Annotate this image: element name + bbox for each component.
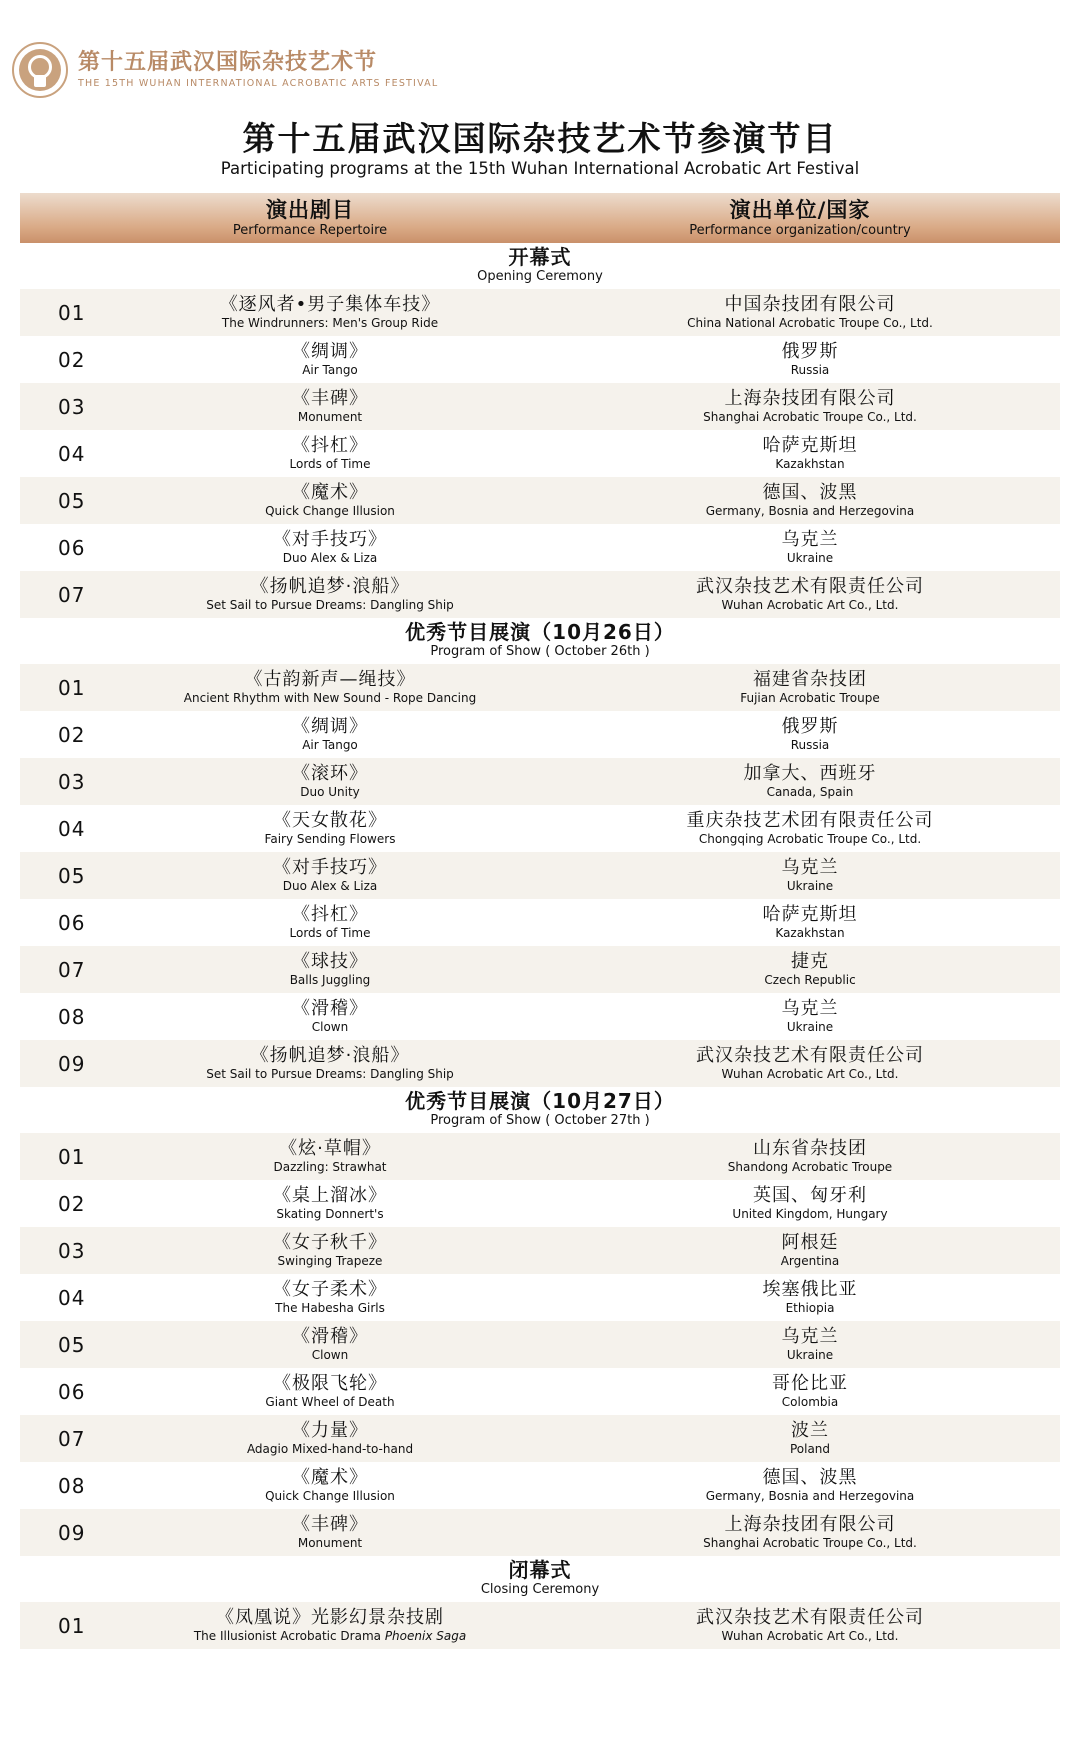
organization-name-cn: 英国、匈牙利 bbox=[753, 1185, 867, 1206]
repertoire-cell bbox=[130, 1372, 530, 1410]
organization-cell bbox=[610, 1231, 1010, 1269]
organization-name-cn: 武汉杂技艺术有限责任公司 bbox=[696, 576, 924, 597]
table-row bbox=[20, 1133, 1060, 1180]
table-row bbox=[20, 993, 1060, 1040]
row-number: 04 bbox=[58, 817, 86, 841]
organization-name-en: Ukraine bbox=[786, 879, 834, 893]
organization-name-cn: 山东省杂技团 bbox=[753, 1138, 867, 1159]
organization-name-en: Chongqing Acrobatic Troupe Co., Ltd. bbox=[698, 832, 922, 846]
repertoire-name-cn: 《凤凰说》光影幻景杂技剧 bbox=[216, 1607, 444, 1628]
organization-name-cn: 乌克兰 bbox=[781, 1326, 839, 1347]
row-number: 05 bbox=[58, 864, 86, 888]
section-title-en: Opening Ceremony bbox=[477, 269, 603, 284]
row-number: 03 bbox=[58, 395, 86, 419]
brand-name-en: THE 15TH WUHAN INTERNATIONAL ACROBATIC ARTS FESTIVAL bbox=[78, 78, 439, 89]
repertoire-cell bbox=[130, 1278, 530, 1316]
repertoire-name-en: Set Sail to Pursue Dreams: Dangling Ship bbox=[206, 1067, 454, 1081]
section-title-cn: 优秀节目展演（10月26日） bbox=[405, 620, 675, 644]
repertoire-name-en: Giant Wheel of Death bbox=[265, 1395, 395, 1409]
organization-name-cn: 波兰 bbox=[791, 1420, 829, 1441]
organization-cell bbox=[610, 434, 1010, 472]
table-row bbox=[20, 1040, 1060, 1087]
repertoire-cell bbox=[130, 1466, 530, 1504]
repertoire-name-cn: 《逐风者•男子集体车技》 bbox=[219, 294, 441, 315]
repertoire-name-cn: 《极限飞轮》 bbox=[273, 1373, 387, 1394]
organization-name-cn: 哥伦比亚 bbox=[772, 1373, 848, 1394]
repertoire-cell bbox=[130, 809, 530, 847]
table-row bbox=[20, 1180, 1060, 1227]
repertoire-name-cn: 《对手技巧》 bbox=[273, 529, 387, 550]
organization-name-en: Canada, Spain bbox=[766, 785, 854, 799]
organization-name-cn: 德国、波黑 bbox=[762, 482, 858, 503]
row-number: 06 bbox=[58, 1380, 86, 1404]
organization-name-en: China National Acrobatic Troupe Co., Ltd. bbox=[687, 316, 933, 330]
organization-name-en: Kazakhstan bbox=[775, 457, 845, 471]
repertoire-name-en: Duo Alex & Liza bbox=[282, 551, 378, 565]
repertoire-cell bbox=[130, 1184, 530, 1222]
column-header-repertoire: 演出剧目 Performance Repertoire bbox=[232, 198, 388, 238]
organization-cell bbox=[610, 1278, 1010, 1316]
organization-name-en: Shanghai Acrobatic Troupe Co., Ltd. bbox=[703, 1536, 917, 1550]
row-number: 02 bbox=[58, 348, 86, 372]
row-number: 06 bbox=[58, 536, 86, 560]
repertoire-name-en: Air Tango bbox=[302, 363, 358, 377]
row-number: 01 bbox=[58, 1614, 86, 1638]
row-number: 03 bbox=[58, 1239, 86, 1263]
organization-name-cn: 俄罗斯 bbox=[781, 716, 839, 737]
organization-cell bbox=[610, 1137, 1010, 1175]
table-row bbox=[20, 1415, 1060, 1462]
row-number: 09 bbox=[58, 1052, 86, 1076]
organization-cell bbox=[610, 762, 1010, 800]
organization-cell bbox=[610, 1044, 1010, 1082]
organization-cell bbox=[610, 387, 1010, 425]
repertoire-cell bbox=[130, 1325, 530, 1363]
row-number: 06 bbox=[58, 911, 86, 935]
brand-name-cn: 第十五届武汉国际杂技艺术节 bbox=[78, 50, 378, 75]
section-heading bbox=[20, 1087, 1060, 1133]
organization-name-en: Ethiopia bbox=[785, 1301, 835, 1315]
table-row bbox=[20, 1274, 1060, 1321]
organization-name-cn: 哈萨克斯坦 bbox=[762, 904, 858, 925]
festival-brand bbox=[12, 40, 438, 100]
organization-name-cn: 俄罗斯 bbox=[781, 341, 839, 362]
row-number: 07 bbox=[58, 958, 86, 982]
organization-cell bbox=[610, 950, 1010, 988]
organization-name-cn: 福建省杂技团 bbox=[753, 669, 867, 690]
repertoire-cell bbox=[130, 997, 530, 1035]
row-number: 08 bbox=[58, 1005, 86, 1029]
repertoire-name-en: The Windrunners: Men's Group Ride bbox=[221, 316, 439, 330]
organization-cell bbox=[610, 856, 1010, 894]
repertoire-name-cn: 《抖杠》 bbox=[292, 904, 368, 925]
section-title-en: Program of Show ( October 26th ) bbox=[430, 644, 650, 659]
table-row bbox=[20, 430, 1060, 477]
repertoire-name-cn: 《滚环》 bbox=[292, 763, 368, 784]
repertoire-name-en: Lords of Time bbox=[289, 457, 371, 471]
repertoire-cell bbox=[130, 856, 530, 894]
table-row bbox=[20, 1462, 1060, 1509]
organization-name-en: Czech Republic bbox=[764, 973, 856, 987]
repertoire-name-en: Lords of Time bbox=[289, 926, 371, 940]
repertoire-name-cn: 《天女散花》 bbox=[273, 810, 387, 831]
repertoire-cell bbox=[130, 1606, 530, 1644]
section-title-en: Program of Show ( October 27th ) bbox=[430, 1113, 650, 1128]
organization-cell bbox=[610, 1184, 1010, 1222]
table-row bbox=[20, 711, 1060, 758]
repertoire-cell bbox=[130, 668, 530, 706]
section-heading bbox=[20, 1556, 1060, 1602]
organization-cell bbox=[610, 340, 1010, 378]
organization-name-en: Ukraine bbox=[786, 1020, 834, 1034]
repertoire-cell bbox=[130, 340, 530, 378]
organization-name-en: Colombia bbox=[781, 1395, 839, 1409]
row-number: 07 bbox=[58, 583, 86, 607]
repertoire-name-en: Ancient Rhythm with New Sound - Rope Dancing bbox=[183, 691, 477, 705]
table-row bbox=[20, 1509, 1060, 1556]
repertoire-cell bbox=[130, 1137, 530, 1175]
organization-cell bbox=[610, 903, 1010, 941]
row-number: 01 bbox=[58, 676, 86, 700]
organization-name-cn: 德国、波黑 bbox=[762, 1467, 858, 1488]
table-row bbox=[20, 1368, 1060, 1415]
repertoire-name-en-italic: Phoenix Saga bbox=[384, 1629, 467, 1643]
repertoire-name-en: Dazzling: Strawhat bbox=[273, 1160, 387, 1174]
organization-cell bbox=[610, 481, 1010, 519]
repertoire-cell bbox=[130, 1513, 530, 1551]
organization-name-en: Russia bbox=[790, 363, 830, 377]
repertoire-cell bbox=[130, 762, 530, 800]
table-row bbox=[20, 1227, 1060, 1274]
repertoire-name-en: Adagio Mixed-hand-to-hand bbox=[246, 1442, 414, 1456]
festival-logo-icon bbox=[12, 42, 68, 98]
repertoire-name-en: The Illusionist Acrobatic Drama bbox=[193, 1629, 385, 1643]
repertoire-name-cn: 《桌上溜冰》 bbox=[273, 1185, 387, 1206]
organization-name-en: United Kingdom, Hungary bbox=[732, 1207, 888, 1221]
organization-cell bbox=[610, 715, 1010, 753]
organization-name-en: Shandong Acrobatic Troupe bbox=[727, 1160, 893, 1174]
organization-name-cn: 中国杂技团有限公司 bbox=[724, 294, 896, 315]
repertoire-name-cn: 《女子秋千》 bbox=[273, 1232, 387, 1253]
organization-cell bbox=[610, 293, 1010, 331]
section-heading bbox=[20, 618, 1060, 664]
repertoire-name-cn: 《丰碑》 bbox=[292, 388, 368, 409]
repertoire-cell bbox=[130, 1044, 530, 1082]
table-row bbox=[20, 664, 1060, 711]
repertoire-name-cn: 《滑稽》 bbox=[292, 1326, 368, 1347]
organization-cell bbox=[610, 1606, 1010, 1644]
row-number: 05 bbox=[58, 1333, 86, 1357]
organization-name-cn: 武汉杂技艺术有限责任公司 bbox=[696, 1607, 924, 1628]
organization-cell bbox=[610, 668, 1010, 706]
repertoire-name-cn: 《炫·草帽》 bbox=[279, 1138, 381, 1159]
organization-name-cn: 乌克兰 bbox=[781, 857, 839, 878]
repertoire-name-en: Swinging Trapeze bbox=[277, 1254, 383, 1268]
repertoire-name-en: Balls Juggling bbox=[289, 973, 371, 987]
repertoire-name-cn: 《对手技巧》 bbox=[273, 857, 387, 878]
program-table bbox=[20, 243, 1060, 1649]
row-number: 08 bbox=[58, 1474, 86, 1498]
row-number: 03 bbox=[58, 770, 86, 794]
repertoire-cell bbox=[130, 715, 530, 753]
row-number: 04 bbox=[58, 1286, 86, 1310]
section-title-cn: 闭幕式 bbox=[508, 1558, 572, 1582]
repertoire-name-en: Quick Change Illusion bbox=[265, 1489, 395, 1503]
page-title: 第十五届武汉国际杂技艺术节参演节目 bbox=[242, 119, 838, 158]
repertoire-name-cn: 《滑稽》 bbox=[292, 998, 368, 1019]
repertoire-name-cn: 《古韵新声—绳技》 bbox=[244, 669, 416, 690]
repertoire-name-en: Duo Alex & Liza bbox=[282, 879, 378, 893]
row-number: 04 bbox=[58, 442, 86, 466]
repertoire-cell bbox=[130, 481, 530, 519]
table-row bbox=[20, 336, 1060, 383]
organization-cell bbox=[610, 997, 1010, 1035]
repertoire-name-en: The Habesha Girls bbox=[275, 1301, 385, 1315]
table-row bbox=[20, 852, 1060, 899]
organization-name-cn: 上海杂技团有限公司 bbox=[724, 1514, 896, 1535]
repertoire-cell bbox=[130, 1419, 530, 1457]
organization-name-en: Russia bbox=[790, 738, 830, 752]
organization-cell bbox=[610, 1466, 1010, 1504]
organization-name-en: Fujian Acrobatic Troupe bbox=[740, 691, 880, 705]
section-heading bbox=[20, 243, 1060, 289]
organization-cell bbox=[610, 1419, 1010, 1457]
repertoire-name-cn: 《绸调》 bbox=[292, 341, 368, 362]
repertoire-name-en: Clown bbox=[311, 1348, 349, 1362]
organization-name-cn: 上海杂技团有限公司 bbox=[724, 388, 896, 409]
repertoire-name-en: Clown bbox=[311, 1020, 349, 1034]
repertoire-name-cn: 《魔术》 bbox=[292, 482, 368, 503]
section-title-cn: 优秀节目展演（10月27日） bbox=[405, 1089, 675, 1113]
table-row bbox=[20, 946, 1060, 993]
repertoire-name-en: Duo Unity bbox=[300, 785, 360, 799]
repertoire-cell bbox=[130, 528, 530, 566]
repertoire-name-cn: 《力量》 bbox=[292, 1420, 368, 1441]
repertoire-cell bbox=[130, 1231, 530, 1269]
section-title-cn: 开幕式 bbox=[508, 245, 572, 269]
organization-cell bbox=[610, 1513, 1010, 1551]
organization-name-cn: 哈萨克斯坦 bbox=[762, 435, 858, 456]
repertoire-name-cn: 《魔术》 bbox=[292, 1467, 368, 1488]
table-row bbox=[20, 289, 1060, 336]
section-title-en: Closing Ceremony bbox=[480, 1582, 600, 1597]
organization-name-en: Ukraine bbox=[786, 551, 834, 565]
repertoire-name-cn: 《女子柔术》 bbox=[273, 1279, 387, 1300]
row-number: 07 bbox=[58, 1427, 86, 1451]
repertoire-name-cn: 《扬帆追梦·浪船》 bbox=[250, 576, 410, 597]
repertoire-cell bbox=[130, 387, 530, 425]
table-row bbox=[20, 477, 1060, 524]
organization-name-cn: 加拿大、西班牙 bbox=[743, 763, 877, 784]
repertoire-cell bbox=[130, 950, 530, 988]
organization-name-en: Germany, Bosnia and Herzegovina bbox=[705, 1489, 915, 1503]
organization-name-en: Poland bbox=[789, 1442, 831, 1456]
table-row bbox=[20, 383, 1060, 430]
organization-name-en: Germany, Bosnia and Herzegovina bbox=[705, 504, 915, 518]
organization-cell bbox=[610, 1325, 1010, 1363]
organization-name-en: Kazakhstan bbox=[775, 926, 845, 940]
row-number: 02 bbox=[58, 1192, 86, 1216]
organization-name-cn: 武汉杂技艺术有限责任公司 bbox=[696, 1045, 924, 1066]
organization-name-en: Argentina bbox=[780, 1254, 840, 1268]
repertoire-name-en: Quick Change Illusion bbox=[265, 504, 395, 518]
organization-name-cn: 捷克 bbox=[791, 951, 829, 972]
organization-cell bbox=[610, 809, 1010, 847]
table-row bbox=[20, 524, 1060, 571]
column-header-organization: 演出单位/国家 Performance organization/country bbox=[689, 198, 911, 238]
table-row bbox=[20, 899, 1060, 946]
organization-name-cn: 重庆杂技艺术团有限责任公司 bbox=[686, 810, 934, 831]
repertoire-name-cn: 《抖杠》 bbox=[292, 435, 368, 456]
repertoire-name-en: Set Sail to Pursue Dreams: Dangling Ship bbox=[206, 598, 454, 612]
table-row bbox=[20, 758, 1060, 805]
repertoire-name-cn: 《丰碑》 bbox=[292, 1514, 368, 1535]
row-number: 02 bbox=[58, 723, 86, 747]
table-row bbox=[20, 805, 1060, 852]
table-row bbox=[20, 1602, 1060, 1649]
table-header bbox=[20, 193, 1060, 243]
organization-cell bbox=[610, 575, 1010, 613]
repertoire-name-en: Fairy Sending Flowers bbox=[264, 832, 396, 846]
repertoire-cell bbox=[130, 293, 530, 331]
repertoire-cell bbox=[130, 575, 530, 613]
organization-name-en: Wuhan Acrobatic Art Co., Ltd. bbox=[721, 1629, 899, 1643]
row-number: 09 bbox=[58, 1521, 86, 1545]
repertoire-cell bbox=[130, 434, 530, 472]
row-number: 01 bbox=[58, 301, 86, 325]
organization-name-en: Ukraine bbox=[786, 1348, 834, 1362]
repertoire-name-en: Skating Donnert's bbox=[276, 1207, 384, 1221]
repertoire-name-cn: 《扬帆追梦·浪船》 bbox=[250, 1045, 410, 1066]
organization-name-en: Shanghai Acrobatic Troupe Co., Ltd. bbox=[703, 410, 917, 424]
organization-cell bbox=[610, 528, 1010, 566]
row-number: 01 bbox=[58, 1145, 86, 1169]
repertoire-cell bbox=[130, 903, 530, 941]
organization-name-cn: 乌克兰 bbox=[781, 529, 839, 550]
repertoire-name-en: Air Tango bbox=[302, 738, 358, 752]
repertoire-name-en: Monument bbox=[297, 1536, 363, 1550]
table-row bbox=[20, 571, 1060, 618]
organization-name-cn: 埃塞俄比亚 bbox=[762, 1279, 858, 1300]
row-number: 05 bbox=[58, 489, 86, 513]
repertoire-name-en: Monument bbox=[297, 410, 363, 424]
organization-name-cn: 乌克兰 bbox=[781, 998, 839, 1019]
table-row bbox=[20, 1321, 1060, 1368]
organization-name-en: Wuhan Acrobatic Art Co., Ltd. bbox=[721, 598, 899, 612]
repertoire-name-cn: 《绸调》 bbox=[292, 716, 368, 737]
organization-name-en: Wuhan Acrobatic Art Co., Ltd. bbox=[721, 1067, 899, 1081]
page-subtitle: Participating programs at the 15th Wuhan International Acrobatic Art Festival bbox=[220, 159, 860, 178]
organization-cell bbox=[610, 1372, 1010, 1410]
organization-name-cn: 阿根廷 bbox=[781, 1232, 839, 1253]
repertoire-name-cn: 《球技》 bbox=[292, 951, 368, 972]
